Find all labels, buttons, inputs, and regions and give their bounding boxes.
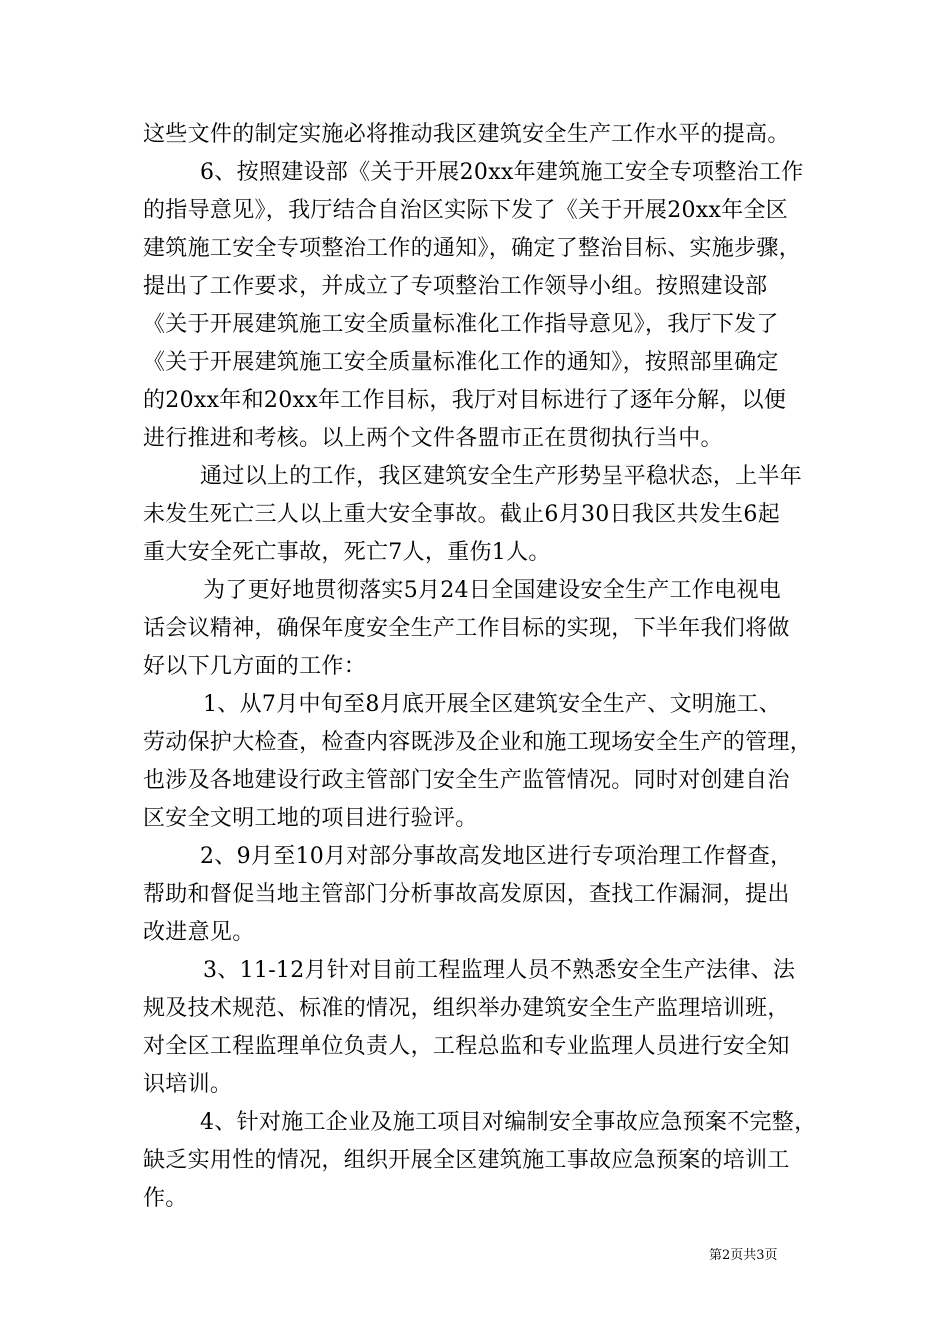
- text-line: 未发生死亡三人以上重大安全事故。截止6月30日我区共发生6起: [143, 502, 780, 527]
- page-footer: 第2页共3页: [709, 1248, 778, 1263]
- text-line: 对全区工程监理单位负责人，工程总监和专业监理人员进行安全知: [143, 1034, 790, 1059]
- text-line: 这些文件的制定实施必将推动我区建筑安全生产工作水平的提高。: [143, 122, 790, 147]
- text-line: 帮助和督促当地主管部门分析事故高发原因，查找工作漏洞，提出: [143, 882, 790, 907]
- text-line: 建筑施工安全专项整治工作的通知》，确定了整治目标、实施步骤，: [143, 236, 802, 261]
- text-line: 2、9月至10月对部分事故高发地区进行专项治理工作督查，: [200, 844, 793, 869]
- text-line: 的指导意见》，我厅结合自治区实际下发了《关于开展20xx年全区: [143, 198, 789, 223]
- text-line: 作。: [143, 1186, 188, 1211]
- text-line: 话会议精神，确保年度安全生产工作目标的实现，下半年我们将做: [143, 616, 790, 641]
- text-line: 缺乏实用性的情况，组织开展全区建筑施工事故应急预案的培训工: [143, 1148, 790, 1173]
- text-line: 劳动保护大检查，检查内容既涉及企业和施工现场安全生产的管理，: [143, 730, 813, 755]
- text-line: 提出了工作要求，并成立了专项整治工作领导小组。按照建设部: [143, 274, 768, 299]
- text-line: 4、针对施工企业及施工项目对编制安全事故应急预案不完整，: [200, 1110, 817, 1135]
- text-line: 进行推进和考核。以上两个文件各盟市正在贯彻执行当中。: [143, 426, 723, 451]
- text-line: 好以下几方面的工作：: [143, 654, 367, 679]
- body-text: [143, 116, 817, 1218]
- text-line: 改进意见。: [143, 920, 255, 945]
- text-line: 《关于开展建筑施工安全质量标准化工作的通知》，按照部里确定: [143, 350, 779, 375]
- text-line: 为了更好地贯彻落实5月24日全国建设安全生产工作电视电: [203, 578, 782, 603]
- text-line: 也涉及各地建设行政主管部门安全生产监管情况。同时对创建自治: [143, 768, 790, 793]
- text-line: 区安全文明工地的项目进行验评。: [143, 806, 478, 831]
- text-line: 的20xx年和20xx年工作目标，我厅对目标进行了逐年分解，以便: [143, 388, 787, 413]
- text-line: 通过以上的工作，我区建筑安全生产形势呈平稳状态，上半年: [200, 464, 803, 489]
- text-line: 规及技术规范、标准的情况，组织举办建筑安全生产监理培训班，: [143, 996, 790, 1021]
- text-line: 6、按照建设部《关于开展20xx年建筑施工安全专项整治工作: [200, 160, 804, 185]
- text-line: 1、从7月中旬至8月底开展全区建筑安全生产、文明施工、: [203, 692, 782, 717]
- text-line: 3、11-12月针对目前工程监理人员不熟悉安全生产法律、法: [203, 958, 796, 983]
- text-line: 重大安全死亡事故，死亡7人，重伤1人。: [143, 540, 551, 565]
- text-line: 《关于开展建筑施工安全质量标准化工作指导意见》，我厅下发了: [143, 312, 779, 337]
- text-line: 识培训。: [143, 1072, 233, 1097]
